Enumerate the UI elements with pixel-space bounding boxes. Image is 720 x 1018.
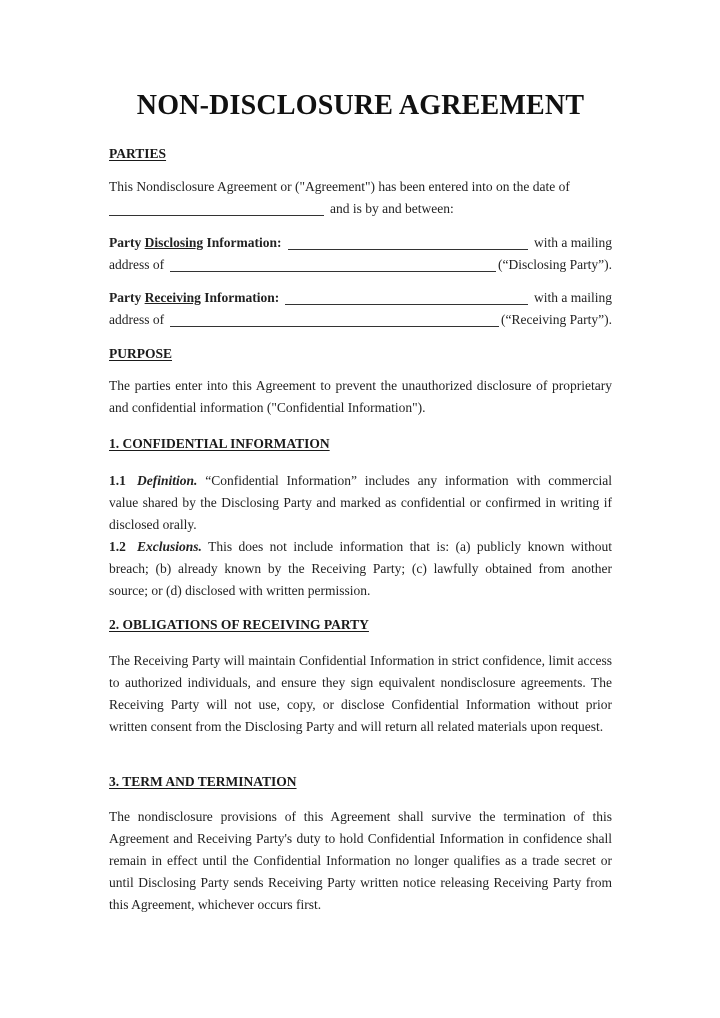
information-label: Information: — [206, 235, 282, 250]
receiving-party-label: (“Receiving Party”). — [501, 312, 612, 327]
receiving-party-block — [109, 287, 612, 331]
section-3-text: The nondisclosure provisions of this Agreement shall survive the termination of this Agreement and Receiving Party's duty to hold Confidential Information in confidence shall remain in effect until the Confidential Information no longer qualifies as a trade secret or until Disclosing Party sends Receiving Party written notice releasing Receiving Party from this Agreement, whichever occurs first. — [109, 809, 612, 912]
disclosing-role: Disclosing — [144, 235, 204, 250]
item-text: “Confidential Information” includes any information with commercial value shared by the Disclosing Party and marked as confidential or confirmed in writing if disclosed orally. — [109, 473, 613, 532]
purpose-heading: PURPOSE — [109, 346, 173, 361]
item-term: Exclusions. — [137, 539, 202, 554]
item-number: 1.1 — [109, 473, 126, 488]
item-text: This does not include information that is: (a) publicly known without breach; (b) already known by the Receiving Party; (c) lawfully obtained from another source; or (d) disclosed with written permission. — [109, 539, 612, 598]
parties-intro — [109, 176, 612, 220]
receiving-role: Receiving — [144, 290, 201, 305]
disclosing-party-block — [109, 232, 612, 276]
document-title: NON-DISCLOSURE AGREEMENT — [136, 90, 585, 121]
section-2-heading: 2. OBLIGATIONS OF RECEIVING PARTY — [109, 617, 369, 632]
agreement-date-field[interactable] — [109, 201, 324, 216]
address-of-text: address of — [109, 312, 165, 327]
receiving-party-name-field[interactable] — [285, 290, 528, 305]
mailing-text: with a mailing — [534, 235, 612, 250]
address-of-text: address of — [109, 257, 165, 272]
item-term: Definition. — [137, 473, 198, 488]
receiving-party-address-field[interactable] — [170, 312, 499, 327]
disclosing-party-address-field[interactable] — [170, 257, 496, 272]
section-1-heading: 1. CONFIDENTIAL INFORMATION — [109, 436, 330, 451]
disclosing-party-name-field[interactable] — [288, 235, 529, 250]
section-3-heading: 3. TERM AND TERMINATION — [109, 774, 297, 789]
section-2-text: The Receiving Party will maintain Confidential Information in strict confidence, limit access to authorized individuals, and ensure they sign equivalent nondisclosure agreements. The Receiving Party will not use, copy, or disclose Confidential Information without prior written consent from the Disclosing Party and will return all related materials upon request. — [109, 653, 612, 734]
section-1-item-2 — [109, 536, 612, 602]
parties-heading: PARTIES — [109, 146, 167, 161]
purpose-text: The parties enter into this Agreement to prevent the unauthorized disclosure of proprietary and confidential information ("Confidential Information"). — [109, 378, 612, 415]
section-1-item-1 — [109, 470, 612, 536]
intro-line-1: This Nondisclosure Agreement or ("Agreement") has been entered into on the date of — [109, 179, 570, 194]
intro-line-2: and is by and between: — [330, 201, 454, 216]
information-label: Information: — [204, 290, 280, 305]
party-label: Party — [109, 235, 142, 250]
disclosing-party-label: (“Disclosing Party”). — [498, 257, 612, 272]
mailing-text: with a mailing — [534, 290, 612, 305]
party-label: Party — [109, 290, 142, 305]
item-number: 1.2 — [109, 539, 126, 554]
